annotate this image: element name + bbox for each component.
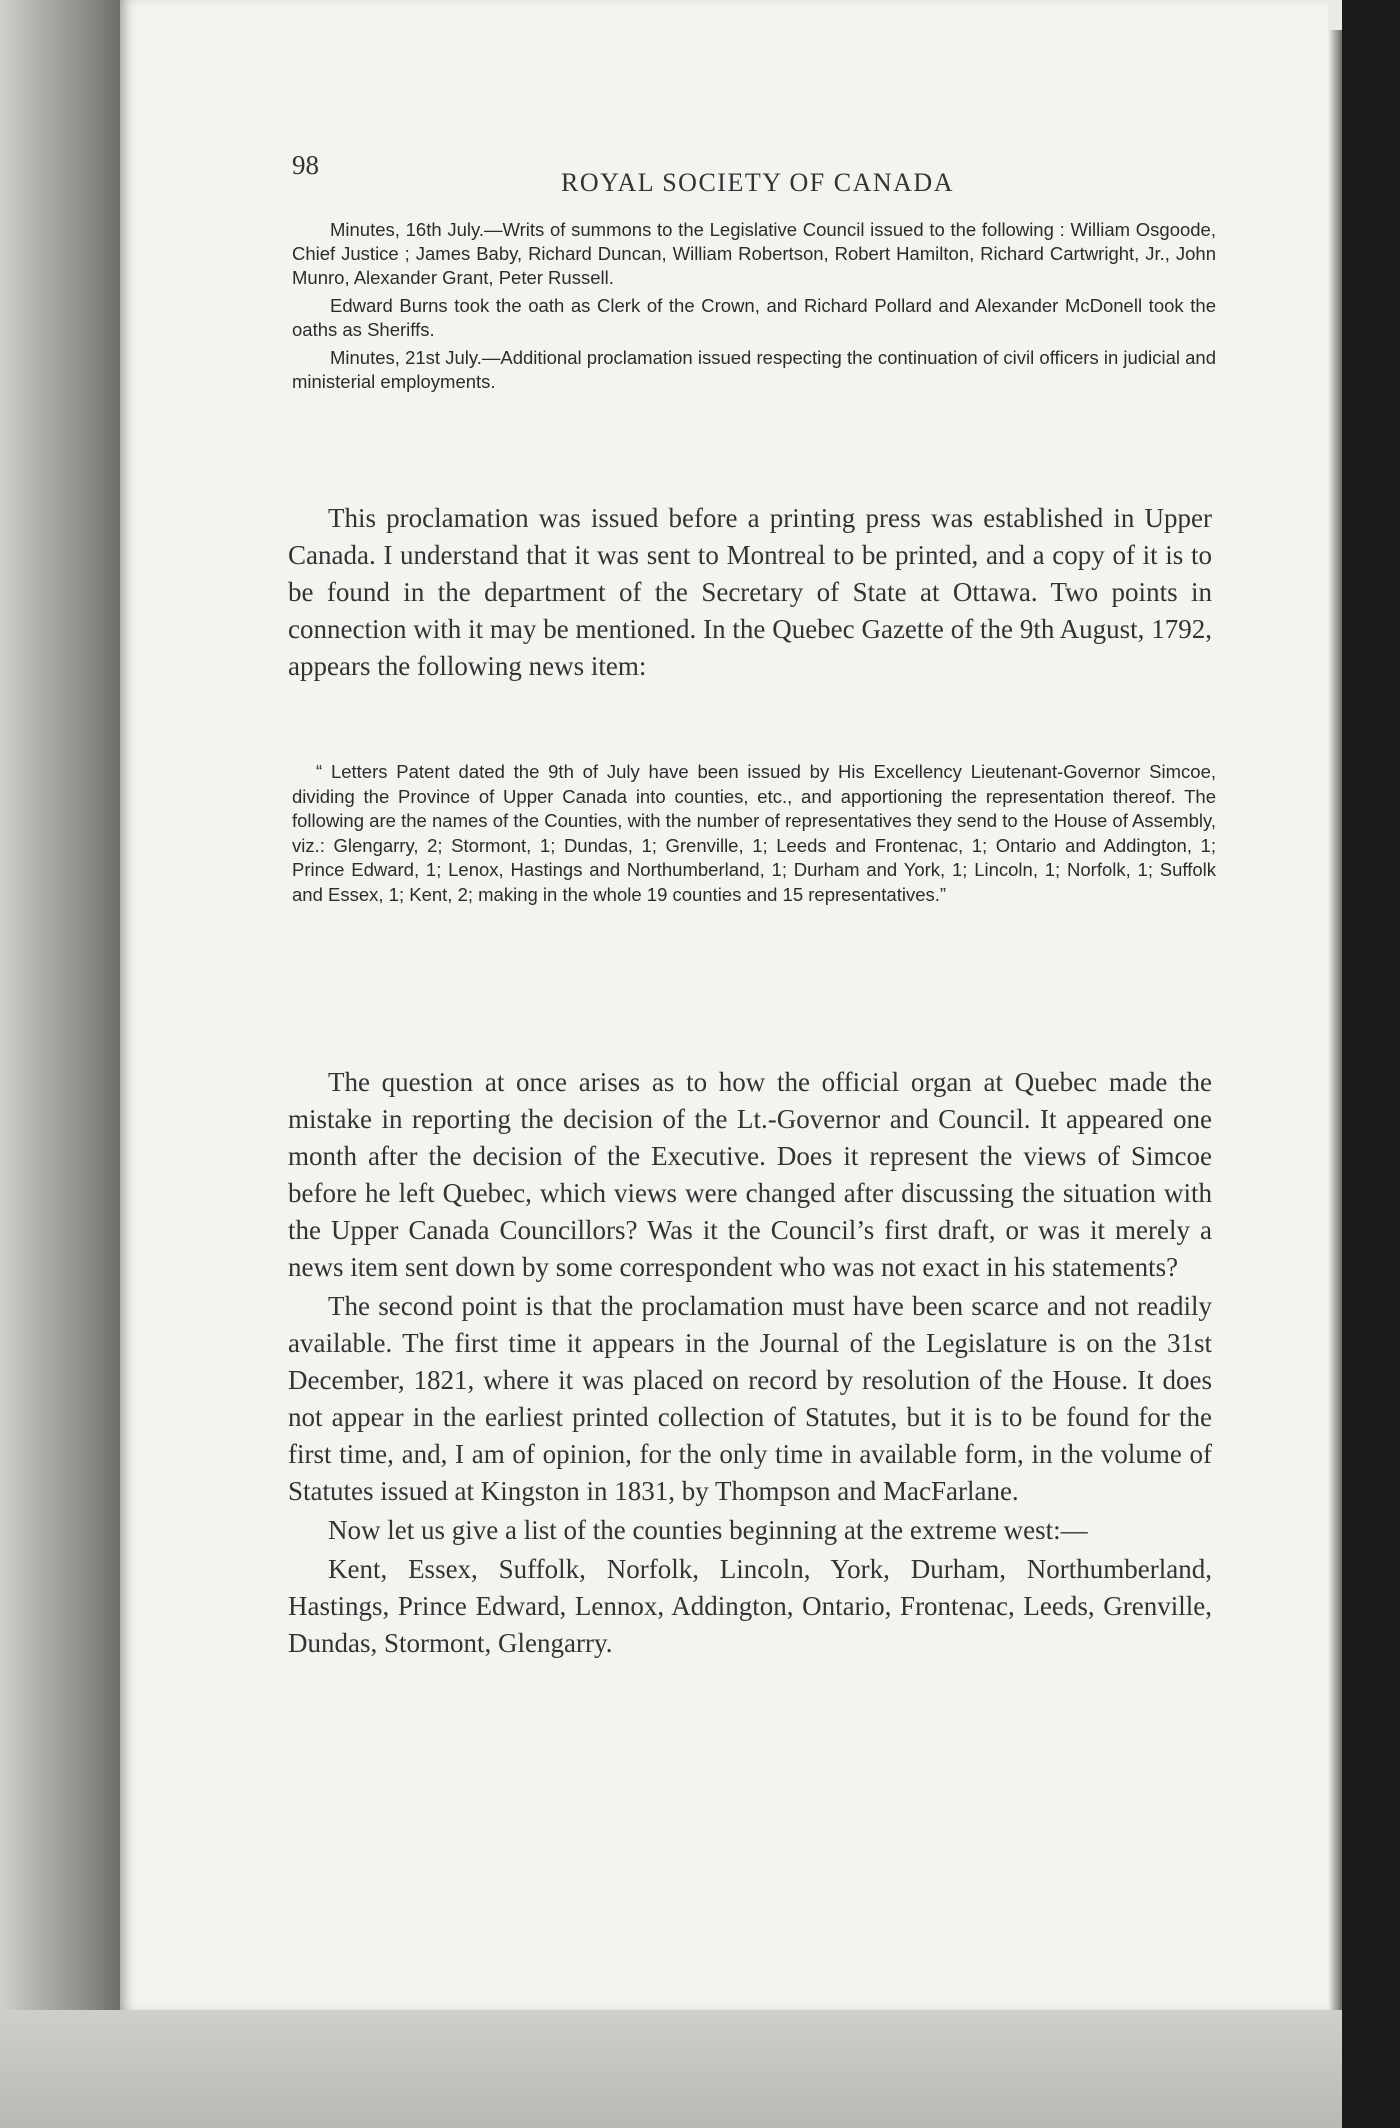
minutes-block [292,218,1216,398]
minutes-paragraph: Edward Burns took the oath as Clerk of the Crown, and Richard Pollard and Alexander McDonell took the oaths as Sheriffs. [292,295,1216,340]
running-head: ROYAL SOCIETY OF CANADA [561,168,954,197]
body-paragraph: This proclamation was issued before a printing press was established in Upper Canada. I understand that it was sent to Montreal to be printed, and a copy of it is to be found in the department of the Secretary of State at Ottawa. Two points in connection with it may be mentioned. In the Quebec Gazette of the 9th August, 1792, appears the following news item: [288,503,1212,681]
scan-background-right [1342,0,1400,2128]
page-number: 98 [292,150,319,180]
body-paragraph: The question at once arises as to how the official organ at Quebec made the mistake in reporting the decision of the Lt.-Governor and Council. It appeared one month after the decision of the Executive. Does it represent the views of Simcoe before he left Quebec, which views were changed after discussing the situation with the Upper Canada Councillors? Was it the Council’s first draft, or was it merely a news item sent down by some correspondent who was not exact in his statements? [288,1067,1212,1282]
minutes-paragraph: Minutes, 16th July.—Writs of summons to the Legislative Council issued to the following : William Osgoode, Chief Justice ; James Baby, Richard Duncan, William Robertson, Robert Hamilton, Richard Cartwright, Jr., John Munro, Alexander Grant, Peter Russell. [292,219,1216,288]
scan-background-left [0,0,120,2128]
body-paragraph: Now let us give a list of the counties beginning at the extreme west:— [328,1515,1088,1545]
gazette-quotation: “ Letters Patent dated the 9th of July have been issued by His Excellency Lieutenant-Governor Simcoe, dividing the Province of Upper Canada into counties, etc., and apportioning the representation thereof. The following are the names of the Counties, with the number of representatives they send to the House of Assembly, viz.: Glengarry, 2; Stormont, 1; Dundas, 1; Grenville, 1; Leeds and Frontenac, 1; Ontario and Addington, 1; Prince Edward, 1; Lenox, Hastings and Northumberland, 1; Durham and York, 1; Lincoln, 1; Norfolk, 1; Suffolk and Essex, 1; Kent, 2; making in the whole 19 counties and 15 representatives.” [292,761,1216,905]
minutes-paragraph: Minutes, 21st July.—Additional proclamation issued respecting the continuation of civil officers in judicial and ministerial employments. [292,347,1216,392]
page-header [0,150,1400,198]
county-list: Kent, Essex, Suffolk, Norfolk, Lincoln, York, Durham, Northumberland, Hastings, Prince Edward, Lennox, Addington, Ontario, Frontenac, Leeds, Grenville, Dundas, Stormont, Glengarry. [288,1554,1212,1658]
body-paragraph: The second point is that the proclamation must have been scarce and not readily available. The first time it appears in the Journal of the Legislature is on the 31st December, 1821, where it was placed on record by resolution of the House. It does not appear in the earliest printed collection of Statutes, but it is to be found for the first time, and, I am of opinion, for the only time in available form, in the volume of Statutes issued at Kingston in 1831, by Thompson and MacFarlane. [288,1291,1212,1506]
body-section-1 [288,500,1212,685]
next-page-edge [1328,30,1342,2010]
body-section-2 [288,1064,1212,1662]
scan-background-bottom [0,2010,1400,2128]
quote-block [292,760,1216,907]
